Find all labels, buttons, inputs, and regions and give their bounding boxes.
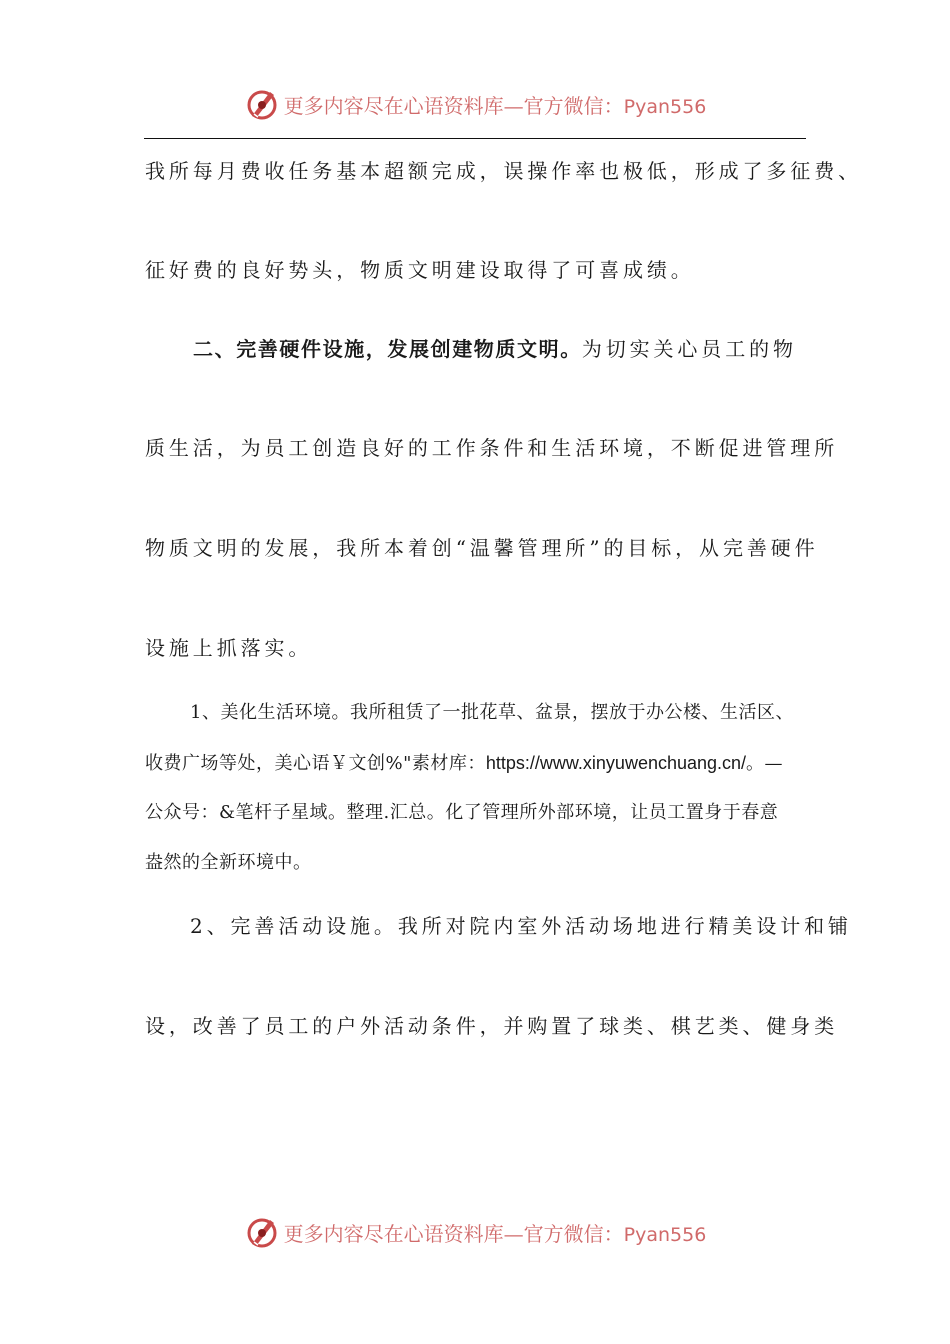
item-2-line: 设，改善了员工的户外活动条件，并购置了球类、棋艺类、健身类 [145, 1014, 839, 1038]
header-rule [144, 138, 806, 139]
item-1-line: 1、美化生活环境。我所租赁了一批花草、盆景，摆放于办公楼、生活区、 [190, 702, 794, 723]
body-line: 质生活，为员工创造良好的工作条件和生活环境，不断促进管理所 [145, 436, 839, 460]
body-line: 我所每月费收任务基本超额完成，误操作率也极低，形成了多征费、 [145, 159, 862, 183]
item-1-line: 公众号：&笔杆子星域。整理.汇总。化了管理所外部环境，让员工置身于春意 [145, 802, 779, 823]
item-1-line: 收费广场等处，美心语￥文创%"素材库：https://www.xinyuwenchuang.cn/。— [145, 753, 784, 774]
source-url: https://www.xinyuwenchuang.cn/ [485, 753, 747, 773]
header-banner [0, 82, 950, 126]
body-line: 物质文明的发展，我所本着创“温馨管理所”的目标，从完善硬件 [145, 536, 819, 560]
item-1-line: 盎然的全新环境中。 [145, 852, 312, 873]
footer-banner [0, 1210, 950, 1254]
section-heading: 二、完善硬件设施，发展创建物质文明。 [193, 337, 582, 361]
body-text: 为切实关心员工的物 [581, 337, 797, 361]
quill-pen-logo-icon [244, 86, 280, 122]
quill-pen-logo-icon [244, 1214, 280, 1250]
item-2-line: 2、完善活动设施。我所对院内室外活动场地进行精美设计和铺 [190, 914, 852, 938]
banner-text: 更多内容尽在心语资料库—官方微信：Pyan556 [283, 1221, 707, 1246]
body-line: 设施上抓落实。 [145, 636, 313, 660]
banner-text: 更多内容尽在心语资料库—官方微信：Pyan556 [283, 93, 707, 118]
body-line: 征好费的良好势头，物质文明建设取得了可喜成绩。 [145, 258, 695, 282]
section-2-paragraph [193, 336, 797, 362]
